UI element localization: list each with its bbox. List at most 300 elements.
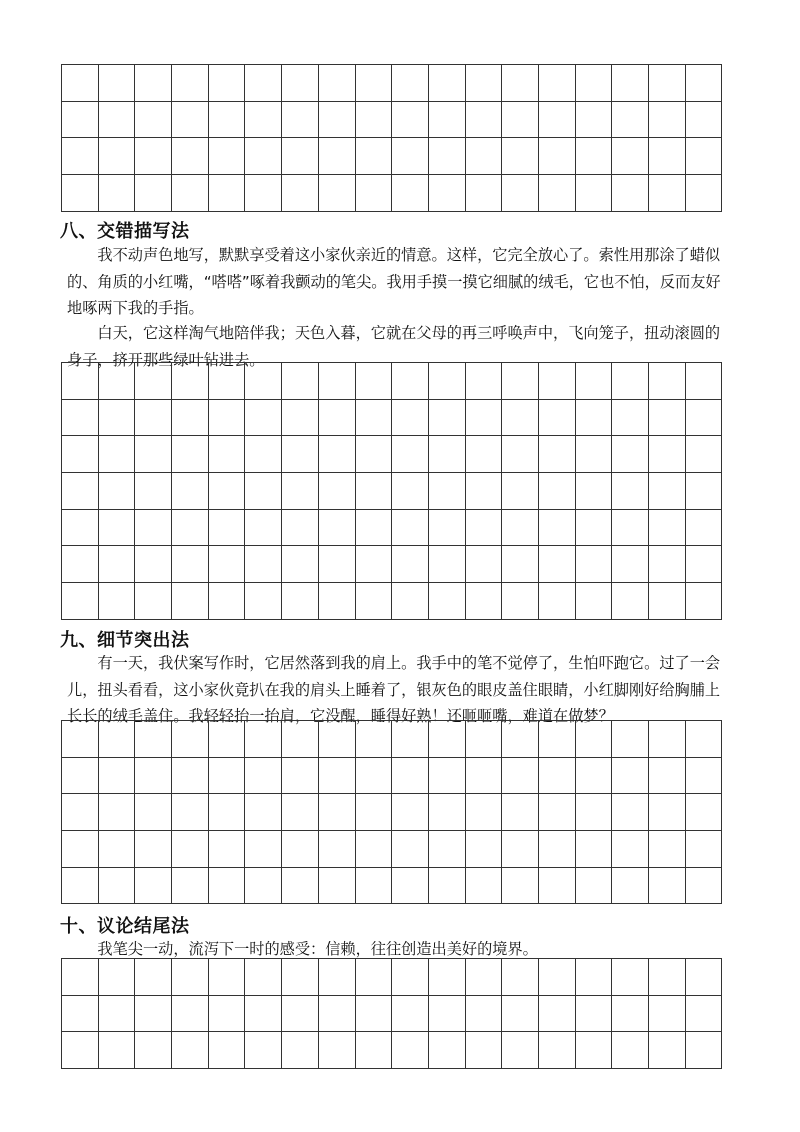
grid-cell[interactable] [612, 868, 649, 905]
grid-cell[interactable] [612, 436, 649, 473]
grid-cell[interactable] [245, 102, 282, 139]
grid-cell[interactable] [392, 996, 429, 1033]
grid-cell[interactable] [209, 996, 246, 1033]
grid-cell[interactable] [576, 546, 613, 583]
grid-cell[interactable] [539, 831, 576, 868]
grid-cell[interactable] [429, 510, 466, 547]
grid-cell[interactable] [649, 1032, 686, 1069]
grid-cell[interactable] [502, 102, 539, 139]
grid-cell[interactable] [686, 546, 723, 583]
grid-cell[interactable] [539, 758, 576, 795]
grid-cell[interactable] [392, 794, 429, 831]
grid-cell[interactable] [99, 510, 136, 547]
grid-cell[interactable] [686, 363, 723, 400]
grid-cell[interactable] [245, 175, 282, 212]
grid-cell[interactable] [649, 102, 686, 139]
grid-cell[interactable] [209, 831, 246, 868]
grid-cell[interactable] [172, 138, 209, 175]
grid-cell[interactable] [649, 721, 686, 758]
grid-cell[interactable] [356, 583, 393, 620]
writing-grid-section-9[interactable] [61, 720, 722, 904]
grid-cell[interactable] [99, 400, 136, 437]
grid-cell[interactable] [62, 510, 99, 547]
grid-cell[interactable] [466, 831, 503, 868]
writing-grid-top[interactable] [61, 64, 722, 212]
grid-cell[interactable] [576, 758, 613, 795]
grid-cell[interactable] [245, 138, 282, 175]
grid-cell[interactable] [576, 959, 613, 996]
grid-cell[interactable] [245, 65, 282, 102]
grid-cell[interactable] [429, 996, 466, 1033]
grid-cell[interactable] [282, 546, 319, 583]
grid-cell[interactable] [612, 1032, 649, 1069]
grid-cell[interactable] [612, 959, 649, 996]
grid-cell[interactable] [686, 138, 723, 175]
grid-cell[interactable] [686, 65, 723, 102]
grid-cell[interactable] [209, 138, 246, 175]
grid-cell[interactable] [576, 175, 613, 212]
grid-cell[interactable] [686, 400, 723, 437]
grid-cell[interactable] [245, 510, 282, 547]
grid-cell[interactable] [429, 473, 466, 510]
grid-cell[interactable] [356, 794, 393, 831]
grid-cell[interactable] [282, 996, 319, 1033]
grid-cell[interactable] [135, 583, 172, 620]
grid-cell[interactable] [172, 1032, 209, 1069]
grid-cell[interactable] [209, 65, 246, 102]
grid-cell[interactable] [576, 473, 613, 510]
grid-cell[interactable] [245, 868, 282, 905]
grid-cell[interactable] [686, 758, 723, 795]
grid-cell[interactable] [356, 102, 393, 139]
grid-cell[interactable] [392, 138, 429, 175]
grid-cell[interactable] [392, 510, 429, 547]
grid-cell[interactable] [282, 959, 319, 996]
grid-cell[interactable] [686, 1032, 723, 1069]
grid-cell[interactable] [62, 868, 99, 905]
grid-cell[interactable] [356, 959, 393, 996]
grid-cell[interactable] [99, 65, 136, 102]
grid-cell[interactable] [172, 868, 209, 905]
grid-cell[interactable] [612, 138, 649, 175]
grid-cell[interactable] [172, 959, 209, 996]
writing-grid-section-10[interactable] [61, 958, 722, 1069]
grid-cell[interactable] [245, 473, 282, 510]
grid-cell[interactable] [466, 959, 503, 996]
grid-cell[interactable] [466, 175, 503, 212]
grid-cell[interactable] [319, 794, 356, 831]
grid-cell[interactable] [466, 868, 503, 905]
grid-cell[interactable] [649, 583, 686, 620]
grid-cell[interactable] [392, 546, 429, 583]
grid-cell[interactable] [686, 831, 723, 868]
grid-cell[interactable] [282, 1032, 319, 1069]
grid-cell[interactable] [282, 363, 319, 400]
grid-cell[interactable] [649, 546, 686, 583]
grid-cell[interactable] [502, 831, 539, 868]
grid-cell[interactable] [649, 363, 686, 400]
grid-cell[interactable] [686, 721, 723, 758]
grid-cell[interactable] [62, 138, 99, 175]
grid-cell[interactable] [62, 583, 99, 620]
grid-cell[interactable] [539, 400, 576, 437]
grid-cell[interactable] [356, 1032, 393, 1069]
grid-cell[interactable] [612, 794, 649, 831]
grid-cell[interactable] [466, 363, 503, 400]
grid-cell[interactable] [612, 473, 649, 510]
grid-cell[interactable] [576, 400, 613, 437]
grid-cell[interactable] [282, 868, 319, 905]
grid-cell[interactable] [429, 959, 466, 996]
grid-cell[interactable] [209, 510, 246, 547]
grid-cell[interactable] [319, 959, 356, 996]
grid-cell[interactable] [99, 831, 136, 868]
grid-cell[interactable] [539, 1032, 576, 1069]
grid-cell[interactable] [466, 1032, 503, 1069]
grid-cell[interactable] [392, 1032, 429, 1069]
grid-cell[interactable] [245, 794, 282, 831]
grid-cell[interactable] [62, 436, 99, 473]
grid-cell[interactable] [466, 436, 503, 473]
grid-cell[interactable] [135, 473, 172, 510]
grid-cell[interactable] [576, 831, 613, 868]
grid-cell[interactable] [245, 1032, 282, 1069]
grid-cell[interactable] [576, 794, 613, 831]
grid-cell[interactable] [502, 175, 539, 212]
grid-cell[interactable] [135, 831, 172, 868]
grid-cell[interactable] [319, 831, 356, 868]
grid-cell[interactable] [392, 959, 429, 996]
grid-cell[interactable] [319, 102, 356, 139]
grid-cell[interactable] [172, 363, 209, 400]
grid-cell[interactable] [502, 436, 539, 473]
grid-cell[interactable] [62, 721, 99, 758]
grid-cell[interactable] [576, 138, 613, 175]
grid-cell[interactable] [209, 959, 246, 996]
grid-cell[interactable] [466, 65, 503, 102]
grid-cell[interactable] [62, 758, 99, 795]
grid-cell[interactable] [649, 473, 686, 510]
grid-cell[interactable] [612, 400, 649, 437]
grid-cell[interactable] [392, 400, 429, 437]
grid-cell[interactable] [539, 65, 576, 102]
grid-cell[interactable] [209, 102, 246, 139]
grid-cell[interactable] [62, 102, 99, 139]
grid-cell[interactable] [612, 363, 649, 400]
grid-cell[interactable] [539, 868, 576, 905]
grid-cell[interactable] [135, 758, 172, 795]
grid-cell[interactable] [649, 996, 686, 1033]
grid-cell[interactable] [172, 721, 209, 758]
grid-cell[interactable] [392, 868, 429, 905]
grid-cell[interactable] [319, 436, 356, 473]
grid-cell[interactable] [245, 996, 282, 1033]
grid-cell[interactable] [245, 546, 282, 583]
grid-cell[interactable] [209, 721, 246, 758]
grid-cell[interactable] [502, 868, 539, 905]
grid-cell[interactable] [466, 721, 503, 758]
grid-cell[interactable] [539, 102, 576, 139]
grid-cell[interactable] [282, 436, 319, 473]
grid-cell[interactable] [245, 758, 282, 795]
grid-cell[interactable] [62, 959, 99, 996]
grid-cell[interactable] [356, 758, 393, 795]
grid-cell[interactable] [172, 996, 209, 1033]
grid-cell[interactable] [282, 758, 319, 795]
grid-cell[interactable] [466, 546, 503, 583]
grid-cell[interactable] [539, 473, 576, 510]
grid-cell[interactable] [686, 583, 723, 620]
grid-cell[interactable] [62, 65, 99, 102]
grid-cell[interactable] [686, 175, 723, 212]
grid-cell[interactable] [466, 583, 503, 620]
grid-cell[interactable] [649, 436, 686, 473]
grid-cell[interactable] [502, 138, 539, 175]
grid-cell[interactable] [649, 138, 686, 175]
grid-cell[interactable] [649, 959, 686, 996]
grid-cell[interactable] [319, 758, 356, 795]
grid-cell[interactable] [502, 758, 539, 795]
grid-cell[interactable] [392, 102, 429, 139]
grid-cell[interactable] [539, 721, 576, 758]
grid-cell[interactable] [245, 831, 282, 868]
grid-cell[interactable] [135, 868, 172, 905]
grid-cell[interactable] [429, 65, 466, 102]
grid-cell[interactable] [172, 473, 209, 510]
grid-cell[interactable] [356, 546, 393, 583]
grid-cell[interactable] [429, 175, 466, 212]
grid-cell[interactable] [172, 583, 209, 620]
grid-cell[interactable] [576, 721, 613, 758]
grid-cell[interactable] [576, 65, 613, 102]
grid-cell[interactable] [209, 794, 246, 831]
grid-cell[interactable] [429, 102, 466, 139]
grid-cell[interactable] [502, 65, 539, 102]
grid-cell[interactable] [209, 400, 246, 437]
grid-cell[interactable] [576, 510, 613, 547]
grid-cell[interactable] [429, 583, 466, 620]
grid-cell[interactable] [502, 400, 539, 437]
grid-cell[interactable] [282, 175, 319, 212]
grid-cell[interactable] [466, 996, 503, 1033]
grid-cell[interactable] [99, 436, 136, 473]
grid-cell[interactable] [135, 510, 172, 547]
grid-cell[interactable] [429, 721, 466, 758]
grid-cell[interactable] [282, 102, 319, 139]
grid-cell[interactable] [282, 831, 319, 868]
grid-cell[interactable] [135, 436, 172, 473]
grid-cell[interactable] [429, 1032, 466, 1069]
grid-cell[interactable] [319, 546, 356, 583]
grid-cell[interactable] [135, 996, 172, 1033]
grid-cell[interactable] [99, 175, 136, 212]
grid-cell[interactable] [612, 831, 649, 868]
grid-cell[interactable] [62, 1032, 99, 1069]
grid-cell[interactable] [649, 510, 686, 547]
grid-cell[interactable] [502, 794, 539, 831]
grid-cell[interactable] [539, 436, 576, 473]
grid-cell[interactable] [576, 102, 613, 139]
grid-cell[interactable] [319, 996, 356, 1033]
grid-cell[interactable] [245, 959, 282, 996]
grid-cell[interactable] [209, 363, 246, 400]
grid-cell[interactable] [282, 721, 319, 758]
grid-cell[interactable] [356, 868, 393, 905]
grid-cell[interactable] [612, 996, 649, 1033]
grid-cell[interactable] [99, 138, 136, 175]
grid-cell[interactable] [612, 546, 649, 583]
grid-cell[interactable] [62, 996, 99, 1033]
grid-cell[interactable] [429, 794, 466, 831]
grid-cell[interactable] [135, 959, 172, 996]
grid-cell[interactable] [392, 583, 429, 620]
grid-cell[interactable] [135, 721, 172, 758]
grid-cell[interactable] [356, 138, 393, 175]
grid-cell[interactable] [612, 102, 649, 139]
grid-cell[interactable] [539, 583, 576, 620]
grid-cell[interactable] [172, 400, 209, 437]
grid-cell[interactable] [62, 831, 99, 868]
grid-cell[interactable] [209, 175, 246, 212]
grid-cell[interactable] [62, 794, 99, 831]
grid-cell[interactable] [135, 794, 172, 831]
grid-cell[interactable] [466, 794, 503, 831]
grid-cell[interactable] [649, 65, 686, 102]
grid-cell[interactable] [319, 175, 356, 212]
grid-cell[interactable] [429, 546, 466, 583]
grid-cell[interactable] [392, 831, 429, 868]
grid-cell[interactable] [209, 436, 246, 473]
grid-cell[interactable] [686, 959, 723, 996]
grid-cell[interactable] [539, 959, 576, 996]
grid-cell[interactable] [539, 138, 576, 175]
grid-cell[interactable] [62, 473, 99, 510]
grid-cell[interactable] [99, 473, 136, 510]
grid-cell[interactable] [539, 363, 576, 400]
grid-cell[interactable] [319, 1032, 356, 1069]
grid-cell[interactable] [282, 400, 319, 437]
grid-cell[interactable] [135, 175, 172, 212]
grid-cell[interactable] [319, 583, 356, 620]
grid-cell[interactable] [62, 363, 99, 400]
grid-cell[interactable] [429, 363, 466, 400]
grid-cell[interactable] [282, 510, 319, 547]
grid-cell[interactable] [209, 546, 246, 583]
grid-cell[interactable] [319, 510, 356, 547]
grid-cell[interactable] [99, 794, 136, 831]
grid-cell[interactable] [282, 138, 319, 175]
grid-cell[interactable] [209, 868, 246, 905]
grid-cell[interactable] [245, 400, 282, 437]
grid-cell[interactable] [319, 473, 356, 510]
grid-cell[interactable] [172, 546, 209, 583]
grid-cell[interactable] [429, 436, 466, 473]
grid-cell[interactable] [392, 721, 429, 758]
grid-cell[interactable] [466, 758, 503, 795]
grid-cell[interactable] [209, 473, 246, 510]
grid-cell[interactable] [392, 758, 429, 795]
grid-cell[interactable] [245, 721, 282, 758]
grid-cell[interactable] [686, 996, 723, 1033]
grid-cell[interactable] [392, 65, 429, 102]
grid-cell[interactable] [356, 831, 393, 868]
grid-cell[interactable] [576, 436, 613, 473]
grid-cell[interactable] [172, 831, 209, 868]
grid-cell[interactable] [502, 473, 539, 510]
grid-cell[interactable] [356, 721, 393, 758]
grid-cell[interactable] [466, 510, 503, 547]
grid-cell[interactable] [502, 583, 539, 620]
grid-cell[interactable] [282, 583, 319, 620]
grid-cell[interactable] [135, 363, 172, 400]
grid-cell[interactable] [282, 473, 319, 510]
grid-cell[interactable] [356, 473, 393, 510]
grid-cell[interactable] [466, 102, 503, 139]
grid-cell[interactable] [429, 868, 466, 905]
grid-cell[interactable] [99, 363, 136, 400]
grid-cell[interactable] [576, 363, 613, 400]
grid-cell[interactable] [172, 175, 209, 212]
grid-cell[interactable] [686, 510, 723, 547]
grid-cell[interactable] [99, 758, 136, 795]
grid-cell[interactable] [502, 363, 539, 400]
grid-cell[interactable] [62, 400, 99, 437]
grid-cell[interactable] [319, 400, 356, 437]
grid-cell[interactable] [62, 175, 99, 212]
grid-cell[interactable] [172, 102, 209, 139]
grid-cell[interactable] [429, 831, 466, 868]
grid-cell[interactable] [172, 436, 209, 473]
grid-cell[interactable] [319, 65, 356, 102]
grid-cell[interactable] [319, 138, 356, 175]
grid-cell[interactable] [99, 583, 136, 620]
grid-cell[interactable] [502, 721, 539, 758]
grid-cell[interactable] [135, 138, 172, 175]
grid-cell[interactable] [245, 583, 282, 620]
grid-cell[interactable] [539, 996, 576, 1033]
grid-cell[interactable] [502, 959, 539, 996]
grid-cell[interactable] [502, 1032, 539, 1069]
grid-cell[interactable] [245, 363, 282, 400]
grid-cell[interactable] [429, 138, 466, 175]
grid-cell[interactable] [686, 436, 723, 473]
grid-cell[interactable] [612, 758, 649, 795]
grid-cell[interactable] [356, 510, 393, 547]
grid-cell[interactable] [539, 175, 576, 212]
grid-cell[interactable] [466, 400, 503, 437]
grid-cell[interactable] [172, 794, 209, 831]
grid-cell[interactable] [612, 65, 649, 102]
grid-cell[interactable] [649, 868, 686, 905]
grid-cell[interactable] [649, 794, 686, 831]
grid-cell[interactable] [612, 583, 649, 620]
grid-cell[interactable] [172, 65, 209, 102]
grid-cell[interactable] [649, 175, 686, 212]
grid-cell[interactable] [135, 400, 172, 437]
grid-cell[interactable] [539, 794, 576, 831]
grid-cell[interactable] [99, 102, 136, 139]
grid-cell[interactable] [686, 868, 723, 905]
grid-cell[interactable] [356, 175, 393, 212]
grid-cell[interactable] [576, 868, 613, 905]
grid-cell[interactable] [466, 138, 503, 175]
grid-cell[interactable] [356, 400, 393, 437]
grid-cell[interactable] [99, 959, 136, 996]
grid-cell[interactable] [99, 721, 136, 758]
grid-cell[interactable] [282, 794, 319, 831]
grid-cell[interactable] [135, 65, 172, 102]
grid-cell[interactable] [392, 436, 429, 473]
